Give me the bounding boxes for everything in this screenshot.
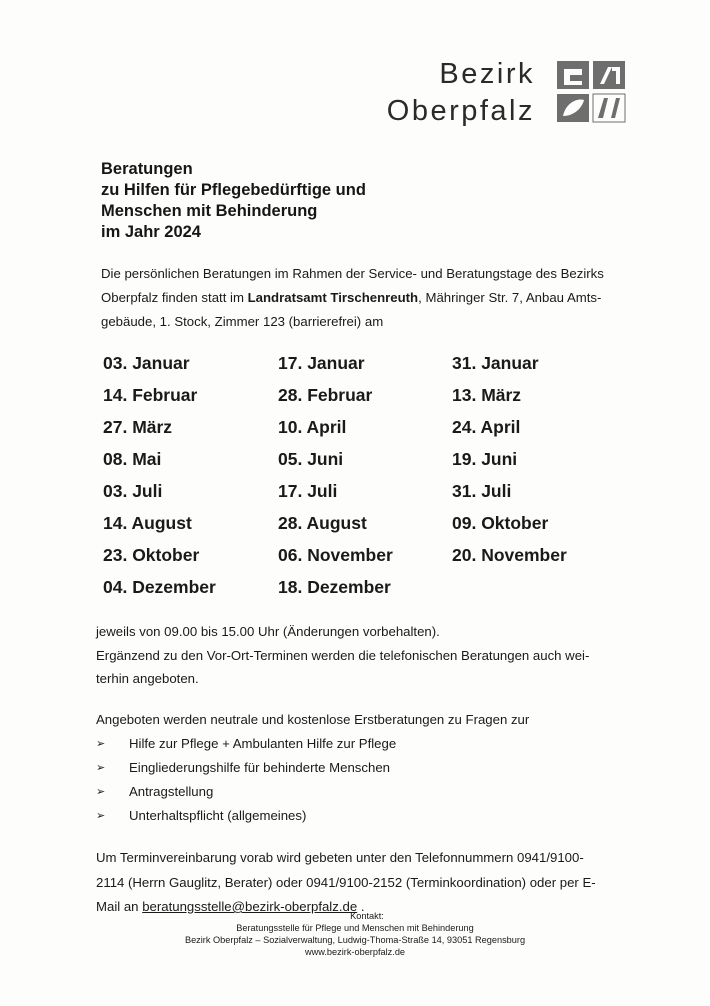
list-item bbox=[96, 756, 396, 780]
dates-row bbox=[103, 571, 623, 603]
appointment-line-3-start: Mail an bbox=[96, 899, 143, 914]
date-cell: 14. Februar bbox=[103, 384, 198, 405]
date-cell: 19. Juni bbox=[452, 448, 518, 469]
intro-paragraph bbox=[101, 262, 631, 334]
appointment-line-1: Um Terminvereinbarung vorab wird gebeten unter den Telefonnummern 0941/9100- bbox=[96, 850, 584, 865]
dates-row bbox=[103, 539, 623, 571]
topics-list bbox=[96, 732, 396, 828]
email-link[interactable]: beratungsstelle@bezirk-oberpfalz.de bbox=[142, 899, 358, 914]
date-cell: 18. Dezember bbox=[278, 576, 391, 597]
bezirk-logo bbox=[360, 56, 630, 136]
footer-line-1: Beratungsstelle für Pflege und Menschen mit Behinderung bbox=[236, 923, 474, 933]
appointment-paragraph bbox=[96, 846, 636, 920]
title-line-1: Beratungen bbox=[101, 160, 193, 178]
date-cell: 03. Juli bbox=[103, 480, 163, 501]
logo-wordmark bbox=[387, 56, 535, 130]
appointment-line-2: 2114 (Herrn Gauglitz, Berater) oder 0941/9100-2152 (Terminkoordination) oder per E- bbox=[96, 874, 596, 890]
intro-line-3: gebäude, 1. Stock, Zimmer 123 (barrierefrei) am bbox=[101, 314, 384, 329]
list-item-text: Unterhaltspflicht (allgemeines) bbox=[129, 808, 307, 823]
intro-line-2-end: , Mähringer Str. 7, Anbau Amts- bbox=[418, 290, 602, 305]
hours-line-1: jeweils von 09.00 bis 15.00 Uhr (Änderungen vorbehalten). bbox=[96, 624, 440, 639]
logo-line-1: Bezirk bbox=[439, 58, 535, 90]
hours-line-3: terhin angeboten. bbox=[96, 671, 199, 686]
date-cell: 20. November bbox=[452, 544, 567, 565]
logo-line-2: Oberpfalz bbox=[386, 95, 535, 127]
list-item-text: Antragstellung bbox=[129, 784, 214, 799]
list-item-text: Hilfe zur Pflege + Ambulanten Hilfe zur Pflege bbox=[129, 736, 397, 751]
hours-line-2: Ergänzend zu den Vor-Ort-Terminen werden die telefonischen Beratungen auch wei- bbox=[96, 647, 590, 663]
date-cell: 03. Januar bbox=[103, 352, 190, 373]
arrow-bullet-icon: ➢ bbox=[96, 786, 106, 798]
date-cell: 24. April bbox=[452, 416, 521, 437]
intro-line-2 bbox=[101, 286, 631, 310]
dates-row bbox=[103, 475, 623, 507]
date-cell: 14. August bbox=[103, 512, 192, 533]
date-cell: 23. Oktober bbox=[103, 544, 200, 565]
date-cell: 10. April bbox=[278, 416, 347, 437]
offer-intro: Angeboten werden neutrale und kostenlose Erstberatungen zu Fragen zur bbox=[96, 712, 530, 727]
dates-row bbox=[103, 379, 623, 411]
date-cell: 27. März bbox=[103, 416, 173, 437]
intro-line-2-start: Oberpfalz finden statt im bbox=[101, 290, 248, 305]
arrow-bullet-icon: ➢ bbox=[96, 762, 106, 774]
date-cell: 31. Januar bbox=[452, 352, 539, 373]
dates-row bbox=[103, 347, 623, 379]
appointment-line-3-end: . bbox=[357, 899, 365, 914]
date-cell: 17. Juli bbox=[278, 480, 338, 501]
list-item bbox=[96, 780, 396, 804]
date-cell: 05. Juni bbox=[278, 448, 344, 469]
location-name: Landratsamt Tirschenreuth bbox=[247, 290, 419, 305]
date-cell: 31. Juli bbox=[452, 480, 512, 501]
date-cell: 09. Oktober bbox=[452, 512, 549, 533]
page-title bbox=[101, 159, 366, 243]
dates-row bbox=[103, 443, 623, 475]
date-cell: 04. Dezember bbox=[103, 576, 216, 597]
date-cell: 08. Mai bbox=[103, 448, 162, 469]
logo-emblem-icon bbox=[556, 60, 626, 124]
arrow-bullet-icon: ➢ bbox=[96, 738, 106, 750]
intro-line-1: Die persönlichen Beratungen im Rahmen der Service- und Beratungstage des Bezirks bbox=[101, 266, 604, 281]
title-line-4: im Jahr 2024 bbox=[101, 223, 201, 241]
footer-contact bbox=[0, 910, 710, 958]
arrow-bullet-icon: ➢ bbox=[96, 810, 106, 822]
footer-website-link[interactable]: www.bezirk-oberpfalz.de bbox=[304, 947, 406, 957]
dates-table bbox=[103, 347, 623, 603]
list-item bbox=[96, 804, 396, 828]
date-cell: 28. August bbox=[278, 512, 367, 533]
footer-line-2: Bezirk Oberpfalz – Sozialverwaltung, Ludwig-Thoma-Straße 14, 93051 Regensburg bbox=[184, 935, 526, 945]
dates-row bbox=[103, 507, 623, 539]
hours-paragraph bbox=[96, 620, 636, 691]
title-line-2: zu Hilfen für Pflegebedürftige und bbox=[101, 181, 366, 199]
footer-label: Kontakt: bbox=[350, 911, 384, 921]
list-item-text: Eingliederungshilfe für behinderte Menschen bbox=[129, 760, 390, 775]
date-cell: 28. Februar bbox=[278, 384, 373, 405]
title-line-3: Menschen mit Behinderung bbox=[101, 202, 318, 220]
date-cell: 06. November bbox=[278, 544, 393, 565]
date-cell: 17. Januar bbox=[278, 352, 365, 373]
list-item bbox=[96, 732, 396, 756]
date-cell: 13. März bbox=[452, 384, 522, 405]
dates-row bbox=[103, 411, 623, 443]
